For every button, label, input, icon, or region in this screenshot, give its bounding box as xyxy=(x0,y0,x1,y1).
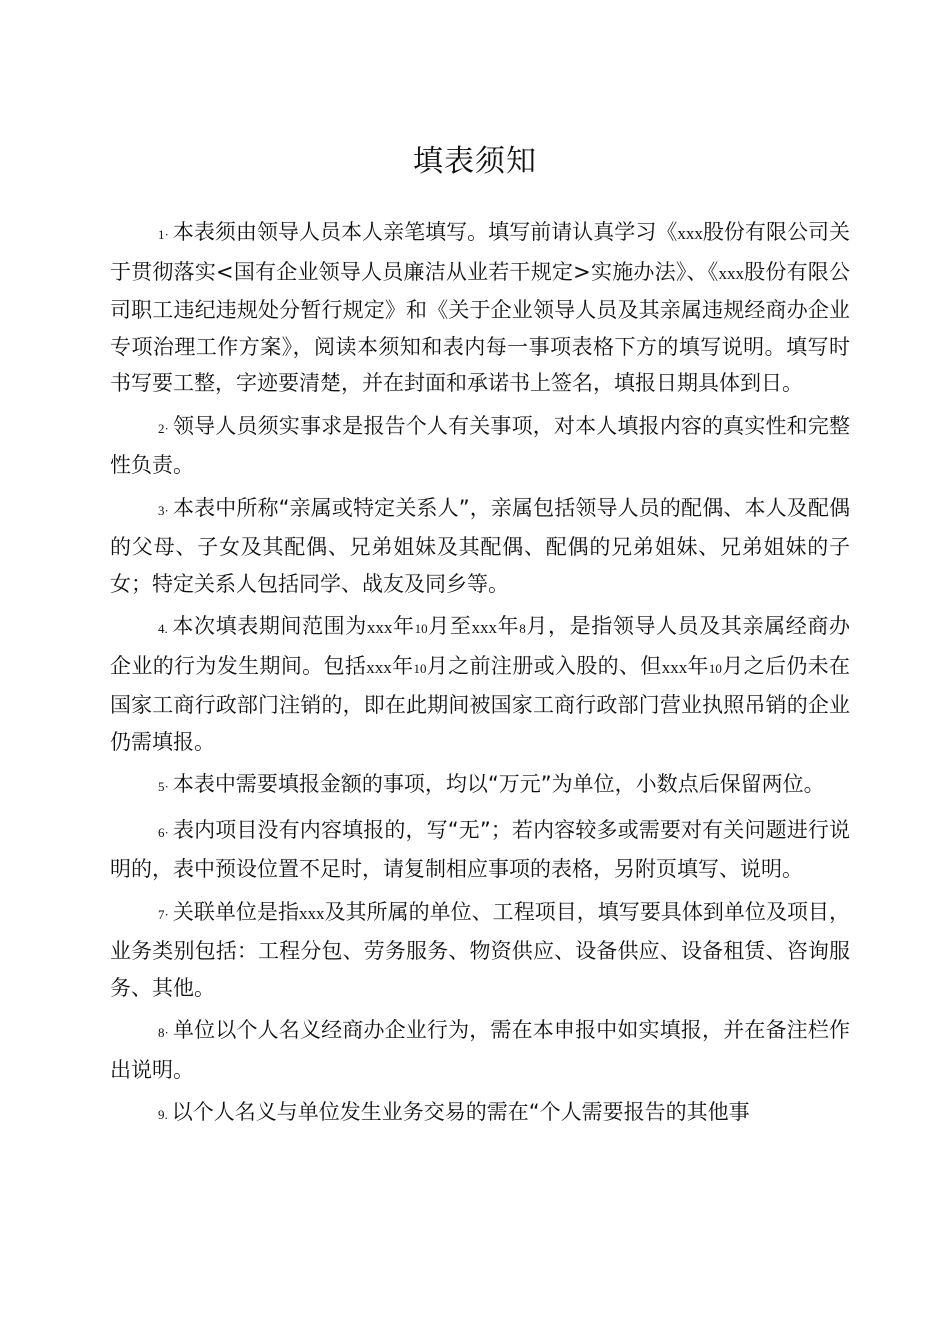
item-text: 10 xyxy=(414,621,428,636)
item-text: xxx xyxy=(299,903,325,923)
item-text: 本表中所称“亲属或特定关系人”，亲属包括领导人员的配偶、本人及配偶的父母、子女及其配偶、兄弟姐妹及其配偶、配偶的兄弟姐妹、兄弟姐妹的子女；特定关系人包括同学、战友及同乡等。 xyxy=(110,495,850,596)
instruction-item-8 xyxy=(110,1012,850,1088)
instructions-body xyxy=(110,214,850,1140)
item-text: 10 xyxy=(413,660,427,676)
item-number: 5 xyxy=(158,779,165,794)
item-number: 4 xyxy=(158,621,165,636)
item-text: 月之后仍未在国家工商行政部门注销的，即在此期间被国家工商行政部门营业执照吊销的企业仍需填报。 xyxy=(110,653,851,754)
item-text: 年 xyxy=(497,614,520,638)
item-separator: · xyxy=(164,824,169,840)
instruction-item-3 xyxy=(110,490,850,603)
item-number: 8 xyxy=(158,1025,165,1040)
item-text: xxx xyxy=(366,657,392,677)
item-text: 年 xyxy=(392,614,415,638)
item-number: 9 xyxy=(158,1107,165,1122)
instruction-item-2 xyxy=(110,408,850,484)
item-separator: · xyxy=(164,1025,169,1040)
item-text: 表内项目没有内容填报的，写“无”；若内容较多或需要对有关问题进行说明的，表中预设位置不足时，请复制相应事项的表格，另附页填写、说明。 xyxy=(110,817,850,881)
item-text: 领导人员须实事求是报告个人有关事项，对本人填报内容的真实性和完整性负责。 xyxy=(110,413,850,477)
item-text: 本表须由领导人员本人亲笔填写。填写前请认真学习《 xyxy=(172,220,678,244)
instruction-item-6 xyxy=(110,812,850,888)
item-text: 以个人名义与单位发生业务交易的需在“个人需要报告的其他事 xyxy=(171,1100,750,1124)
item-text: 月至 xyxy=(427,614,472,638)
item-text: 单位以个人名义经商办企业行为，需在本申报中如实填报，并在备注栏作出说明。 xyxy=(110,1018,850,1082)
item-text: 月，是指领导人员及其亲属经商办企业的行为发生期间。包括 xyxy=(110,614,851,678)
instruction-item-7 xyxy=(110,894,850,1007)
instruction-item-9 xyxy=(110,1094,850,1134)
item-text: 股份有限公司关于贯彻落实<国有企业领导人员廉洁从业若干规定>实施办法》、《 xyxy=(110,220,851,284)
item-text: 年 xyxy=(391,653,414,678)
item-separator: · xyxy=(164,779,169,794)
item-text: 关联单位是指 xyxy=(172,899,299,924)
item-text: 本次填表期间范围为 xyxy=(171,614,367,638)
item-text: 股份有限公司职工违纪违规处分暂行规定》和《关于企业领导人员及其亲属违规经商办企业专项治理工作方案》，阅读本须知和表内每一事项表格下方的填写说明。填写时书写要工整，字迹要清楚，并在封面和承诺书上签名，填报日期具体到日。 xyxy=(110,259,850,395)
instruction-item-1 xyxy=(110,214,850,402)
item-text: xxx xyxy=(366,618,393,637)
item-text: xxx xyxy=(471,618,498,637)
item-separator: . xyxy=(164,621,168,636)
item-number: 3 xyxy=(158,502,165,518)
item-text: 及其所属的单位、工程项目，填写要具体到单位及项目，业务类别包括：工程分包、劳务服务、物资供应、设备供应、设备租赁、咨询服务、其他。 xyxy=(110,899,851,1000)
item-number: 2 xyxy=(158,420,165,436)
item-number: 6 xyxy=(158,824,165,840)
item-text: xxx xyxy=(677,224,703,243)
item-separator: · xyxy=(164,420,169,436)
item-text: xxx xyxy=(661,657,688,677)
item-text: 8 xyxy=(519,621,526,636)
item-text: xxx xyxy=(718,263,744,283)
item-number: 7 xyxy=(158,906,165,922)
item-text: 年 xyxy=(687,653,709,678)
item-text: 本表中需要填报金额的事项，均以“万元”为单位，小数点后保留两位。 xyxy=(172,772,825,796)
item-text: 月之前注册或入股的、但 xyxy=(426,653,662,678)
item-separator: . xyxy=(164,1107,168,1122)
item-separator: · xyxy=(164,906,169,922)
item-text: 10 xyxy=(708,660,722,676)
instruction-item-4 xyxy=(110,608,850,760)
instruction-item-5 xyxy=(110,766,850,806)
item-separator: · xyxy=(164,227,169,242)
item-separator: · xyxy=(164,502,169,518)
page-title: 填表须知 xyxy=(413,144,537,180)
item-number: 1 xyxy=(158,227,165,242)
